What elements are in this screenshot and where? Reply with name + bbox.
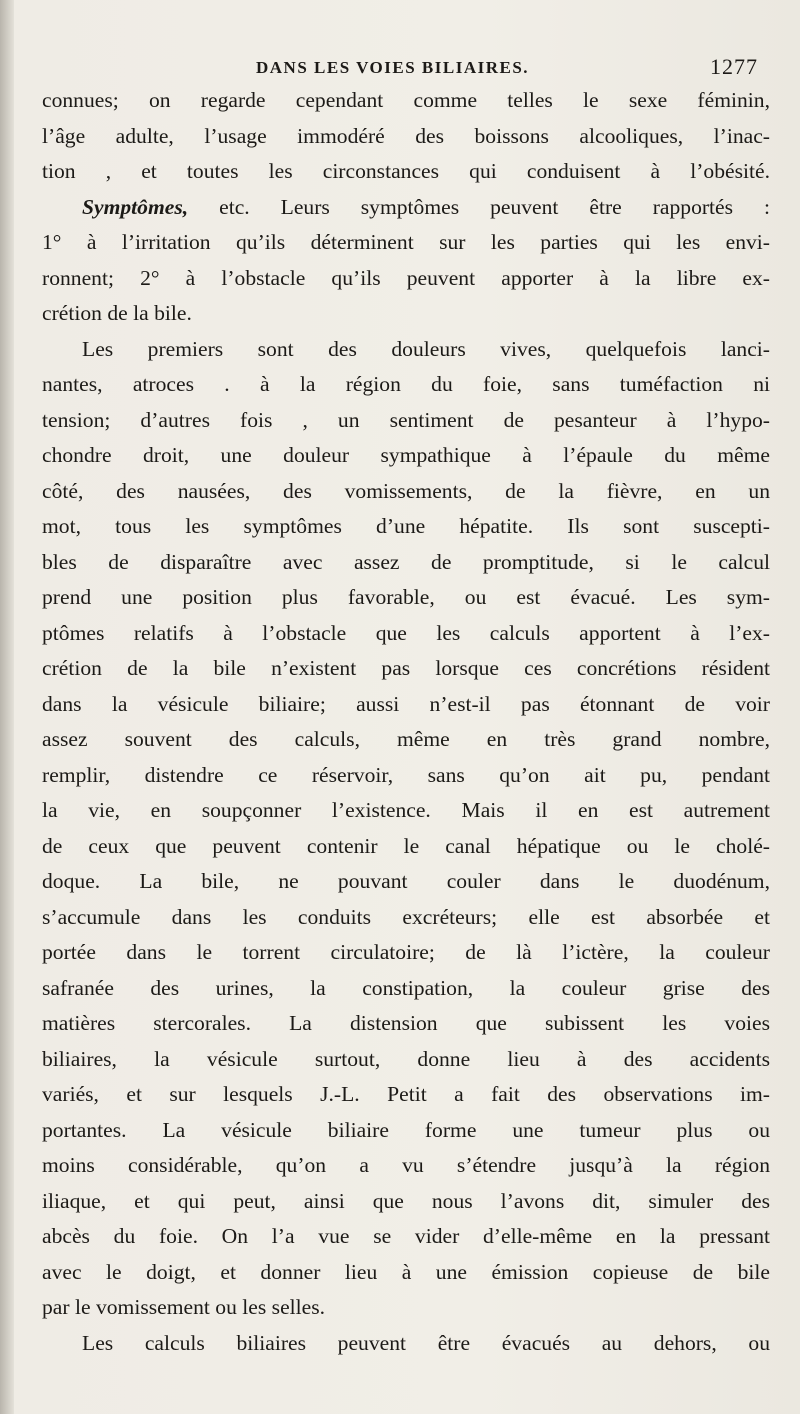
text-line-symptomes: [42, 190, 770, 226]
text-line: crétion de la bile.: [42, 301, 192, 325]
text-line: de ceux que peuvent contenir le canal hépatique ou le cholé-: [42, 833, 770, 858]
text-line: Les premiers sont des douleurs vives, quelquefois lanci-: [82, 336, 770, 361]
text-line: chondre droit, une douleur sympathique à l’épaule du même: [42, 443, 770, 467]
text-line: safranée des urines, la constipation, la couleur grise des: [42, 975, 770, 1000]
text-line: par le vomissement ou les selles.: [42, 1295, 326, 1319]
body-text: [42, 83, 770, 1361]
text-line: bles de disparaître avec assez de promptitude, si le calcul: [42, 549, 770, 574]
text-line: s’accumule dans les conduits excréteurs; elle est absorbée et: [42, 904, 770, 929]
text-line: côté, des nausées, des vomissements, de la fièvre, en un: [42, 478, 770, 503]
text-line: 1° à l’irritation qu’ils déterminent sur les parties qui les envi-: [42, 230, 770, 254]
text-line: remplir, distendre ce réservoir, sans qu’on ait pu, pendant: [42, 762, 770, 787]
text-line: avec le doigt, et donner lieu à une émission copieuse de bile: [42, 1259, 770, 1284]
text-line: ptômes relatifs à l’obstacle que les calculs apportent à l’ex-: [42, 620, 770, 645]
text-line: variés, et sur lesquels J.-L. Petit a fait des observations im-: [42, 1082, 770, 1106]
text-line: doque. La bile, ne pouvant couler dans le duodénum,: [42, 869, 770, 893]
text-line: ronnent; 2° à l’obstacle qu’ils peuvent apporter à la libre ex-: [42, 265, 770, 290]
text-line: tion , et toutes les circonstances qui conduisent à l’obésité.: [42, 159, 770, 183]
text-line: crétion de la bile n’existent pas lorsque ces concrétions résident: [42, 656, 770, 680]
text-line: prend une position plus favorable, ou est évacué. Les sym-: [42, 585, 770, 609]
page-number: 1277: [710, 54, 758, 79]
text-line: matières stercorales. La distension que subissent les voies: [42, 1011, 770, 1035]
section-lead-symptomes: Symptômes,: [82, 194, 189, 219]
text-line: l’âge adulte, l’usage immodéré des boissons alcooliques, l’inac-: [42, 123, 770, 148]
text-line: moins considérable, qu’on a vu s’étendre jusqu’à la région: [42, 1153, 770, 1177]
text-line: dans la vésicule biliaire; aussi n’est-il pas étonnant de voir: [42, 691, 770, 716]
text-line: Les calculs biliaires peuvent être évacués au dehors, ou: [82, 1330, 770, 1355]
text-line: biliaires, la vésicule surtout, donne lieu à des accidents: [42, 1046, 770, 1071]
text-line: iliaque, et qui peut, ainsi que nous l’avons dit, simuler des: [42, 1188, 770, 1213]
text-line: portée dans le torrent circulatoire; de là l’ictère, la couleur: [42, 940, 770, 964]
page-spine-shadow: [0, 0, 14, 1414]
text-line: portantes. La vésicule biliaire forme une tumeur plus ou: [42, 1117, 770, 1142]
text-line: nantes, atroces . à la région du foie, sans tuméfaction ni: [42, 372, 770, 396]
text-line-rest: etc. Leurs symptômes peuvent être rapportés :: [219, 194, 770, 219]
text-line: tension; d’autres fois , un sentiment de pesanteur à l’hypo-: [42, 407, 770, 432]
text-line: la vie, en soupçonner l’existence. Mais il en est autrement: [42, 798, 770, 822]
text-line: connues; on regarde cependant comme telles le sexe féminin,: [42, 88, 770, 112]
running-title: DANS LES VOIES BILIAIRES.: [256, 58, 530, 77]
text-line: abcès du foie. On l’a vue se vider d’elle-même en la pressant: [42, 1224, 770, 1248]
text-line: mot, tous les symptômes d’une hépatite. Ils sont suscepti-: [42, 514, 770, 538]
text-line: assez souvent des calculs, même en très grand nombre,: [42, 727, 770, 751]
